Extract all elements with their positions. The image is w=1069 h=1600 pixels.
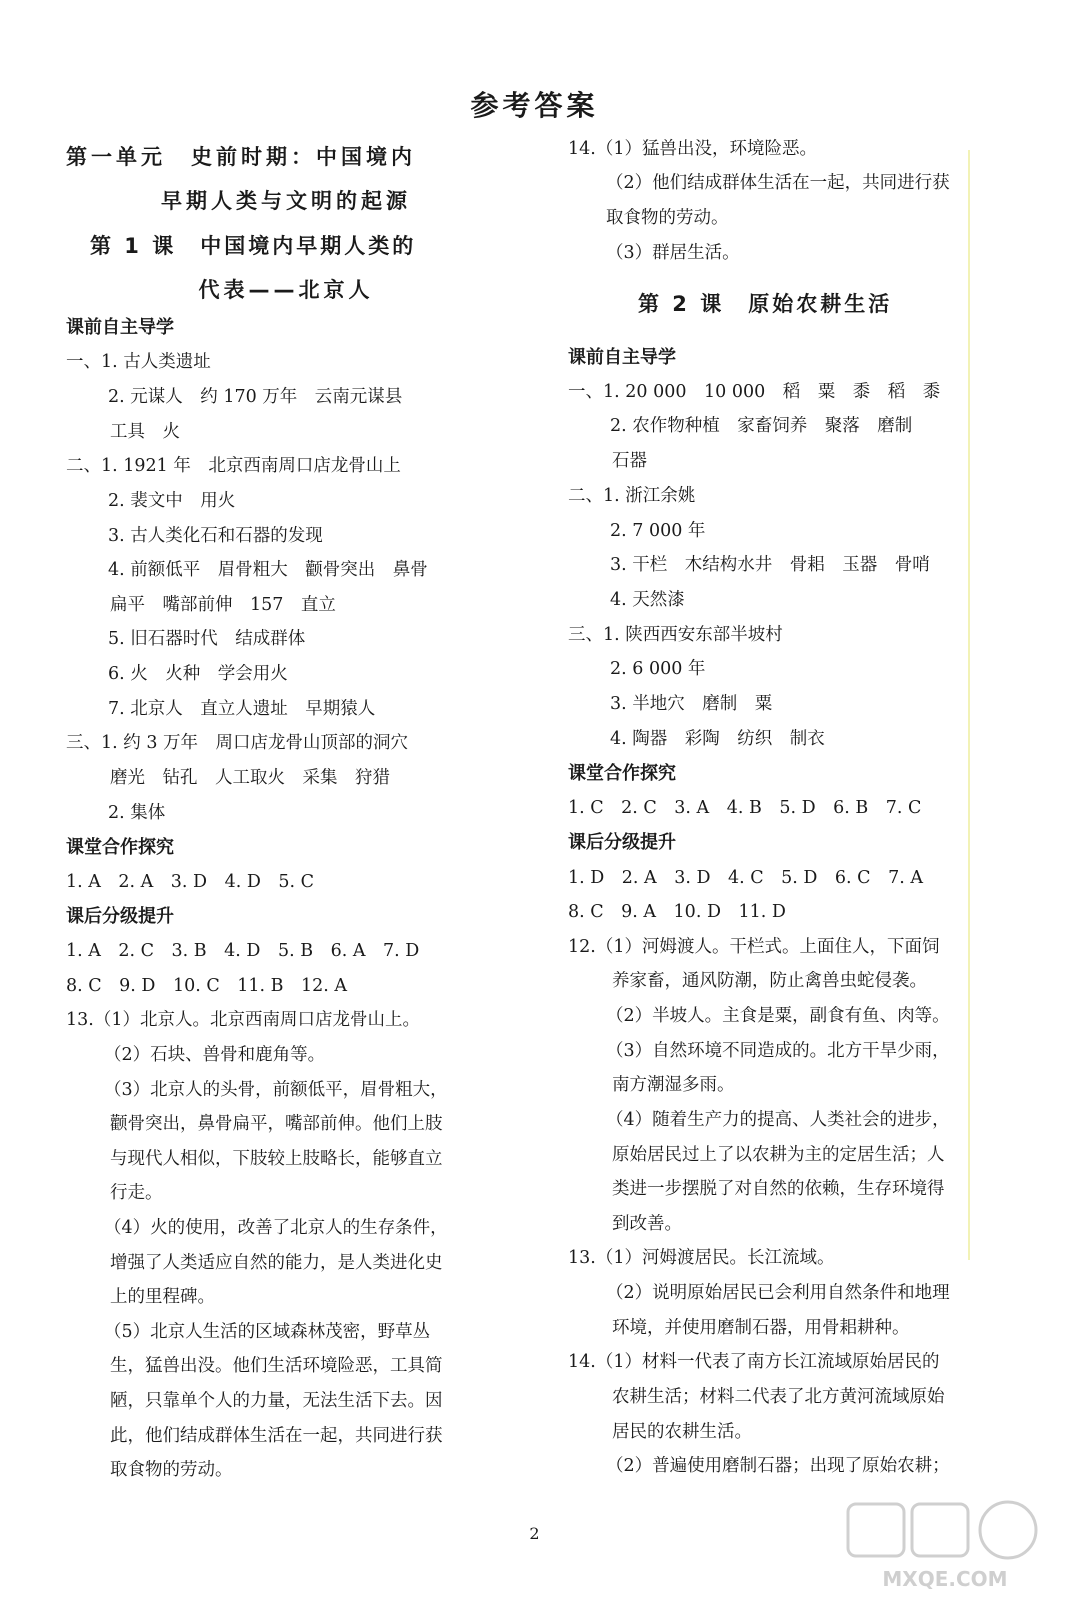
section-heading-after: 课后分级提升: [568, 832, 676, 853]
answer-line: 8. C 9. A 10. D 11. D: [568, 902, 786, 922]
answer-line: （4）随着生产力的提高、人类社会的进步，: [606, 1110, 950, 1130]
answer-line: 工具 火: [110, 422, 180, 442]
answer-line: 取食物的劳动。: [110, 1460, 233, 1480]
answer-line: 1. D 2. A 3. D 4. C 5. D 6. C 7. A: [568, 868, 923, 888]
answer-line: （3）群居生活。: [606, 243, 740, 263]
answer-line: （5）北京人生活的区域森林茂密，野草丛: [104, 1322, 431, 1342]
answer-line: （2）半坡人。主食是粟，副食有鱼、肉等。: [606, 1006, 950, 1026]
answer-line: （4）火的使用，改善了北京人的生存条件，: [104, 1218, 448, 1238]
answer-line: 7. 北京人 直立人遗址 早期猿人: [108, 699, 376, 719]
answer-line: （2）石块、兽骨和鹿角等。: [104, 1045, 326, 1065]
answer-line: 环境，并使用磨制石器，用骨耜耕种。: [612, 1318, 910, 1338]
answer-line: 农耕生活；材料二代表了北方黄河流域原始: [612, 1387, 945, 1407]
answer-line: 2. 农作物种植 家畜饲养 聚落 磨制: [610, 416, 913, 436]
unit-heading-line2: 早期人类与文明的起源: [161, 189, 411, 213]
highlighter-mark: [968, 150, 970, 1260]
answer-line: 与现代人相似，下肢较上肢略长，能够直立: [110, 1149, 443, 1169]
answer-line: （3）自然环境不同造成的。北方干旱少雨，: [606, 1041, 950, 1061]
answer-line: 4. 前额低平 眉骨粗大 颧骨突出 鼻骨: [108, 560, 428, 580]
page-title: 参考答案: [470, 89, 599, 122]
answer-line: 一、1. 古人类遗址: [66, 352, 211, 372]
answer-line: （3）北京人的头骨，前额低平，眉骨粗大，: [104, 1080, 448, 1100]
answer-line: 2. 裴文中 用火: [108, 491, 236, 511]
answer-line: （2）说明原始居民已会利用自然条件和地理: [606, 1283, 950, 1303]
lesson2-heading: 第 2 课 原始农耕生活: [638, 292, 893, 316]
answer-line: 此，他们结成群体生活在一起，共同进行获: [110, 1426, 443, 1446]
answer-line: 到改善。: [612, 1214, 682, 1234]
answer-line: 原始居民过上了以农耕为主的定居生活；人: [612, 1145, 945, 1165]
answer-line: 13.（1）北京人。北京西南周口店龙骨山上。: [66, 1010, 420, 1030]
answer-line: 2. 集体: [108, 803, 166, 823]
answer-line: 颧骨突出，鼻骨扁平，嘴部前伸。他们上肢: [110, 1114, 443, 1134]
answer-line: 陋，只靠单个人的力量，无法生活下去。因: [110, 1391, 443, 1411]
answer-line: 1. A 2. C 3. B 4. D 5. B 6. A 7. D: [66, 941, 420, 961]
section-heading-pre: 课前自主导学: [568, 347, 676, 368]
answer-line: 上的里程碑。: [110, 1287, 215, 1307]
answer-line: 12.（1）河姆渡人。干栏式。上面住人，下面饲: [568, 937, 940, 957]
answer-line: 增强了人类适应自然的能力，是人类进化史: [110, 1253, 443, 1273]
answer-line: 二、1. 1921 年 北京西南周口店龙骨山上: [66, 456, 401, 476]
answer-line: 扁平 嘴部前伸 157 直立: [110, 595, 336, 615]
lesson1-heading-line1: 第 1 课 中国境内早期人类的: [90, 234, 417, 258]
answer-line: 3. 古人类化石和石器的发现: [108, 526, 323, 546]
answer-line: 一、1. 20 000 10 000 稻 粟 黍 稻 黍: [568, 382, 941, 402]
section-heading-after: 课后分级提升: [66, 906, 174, 927]
answer-line: 行走。: [110, 1183, 163, 1203]
class-answers: 1. A 2. A 3. D 4. D 5. C: [66, 872, 315, 892]
answer-line: 2. 元谋人 约 170 万年 云南元谋县: [108, 387, 403, 407]
answer-line: （2）他们结成群体生活在一起，共同进行获: [606, 173, 950, 193]
answer-line: 6. 火 火种 学会用火: [108, 664, 288, 684]
section-heading-pre: 课前自主导学: [66, 317, 174, 338]
answer-line: 2. 7 000 年: [610, 521, 706, 541]
section-heading-class: 课堂合作探究: [66, 837, 174, 858]
watermark-text: MXQE.COM: [882, 1567, 1008, 1591]
answer-line: 3. 干栏 木结构水井 骨耜 玉器 骨哨: [610, 555, 930, 575]
watermark-logo: [840, 1494, 1050, 1594]
answer-line: 4. 天然漆: [610, 590, 685, 610]
answer-line: 南方潮湿多雨。: [612, 1075, 735, 1095]
page-number: 2: [529, 1524, 540, 1543]
answer-line: （2）普遍使用磨制石器；出现了原始农耕；: [606, 1456, 950, 1476]
answer-line: 类进一步摆脱了对自然的依赖，生存环境得: [612, 1179, 945, 1199]
lesson1-heading-line2: 代表——北京人: [198, 278, 374, 302]
answer-line: 三、1. 约 3 万年 周口店龙骨山顶部的洞穴: [66, 733, 409, 753]
section-heading-class: 课堂合作探究: [568, 763, 676, 784]
answer-line: 14.（1）猛兽出没，环境险恶。: [568, 139, 817, 159]
class-answers: 1. C 2. C 3. A 4. B 5. D 6. B 7. C: [568, 798, 922, 818]
answer-line: 8. C 9. D 10. C 11. B 12. A: [66, 976, 348, 996]
answer-line: 5. 旧石器时代 结成群体: [108, 629, 306, 649]
unit-heading-line1: 第一单元 史前时期：中国境内: [66, 145, 416, 169]
answer-line: 养家畜，通风防潮，防止禽兽虫蛇侵袭。: [612, 971, 927, 991]
answer-line: 磨光 钻孔 人工取火 采集 狩猎: [110, 768, 390, 788]
answer-line: 13.（1）河姆渡居民。长江流域。: [568, 1248, 835, 1268]
answer-line: 4. 陶器 彩陶 纺织 制衣: [610, 729, 825, 749]
answer-line: 石器: [612, 451, 647, 471]
answer-line: 三、1. 陕西西安东部半坡村: [568, 625, 783, 645]
answer-line: 14.（1）材料一代表了南方长江流域原始居民的: [568, 1352, 940, 1372]
answer-line: 二、1. 浙江余姚: [568, 486, 696, 506]
answer-line: 生，猛兽出没。他们生活环境险恶，工具简: [110, 1356, 443, 1376]
answer-line: 居民的农耕生活。: [612, 1422, 752, 1442]
answer-line: 3. 半地穴 磨制 粟: [610, 694, 773, 714]
answer-line: 2. 6 000 年: [610, 659, 706, 679]
answer-line: 取食物的劳动。: [606, 208, 729, 228]
